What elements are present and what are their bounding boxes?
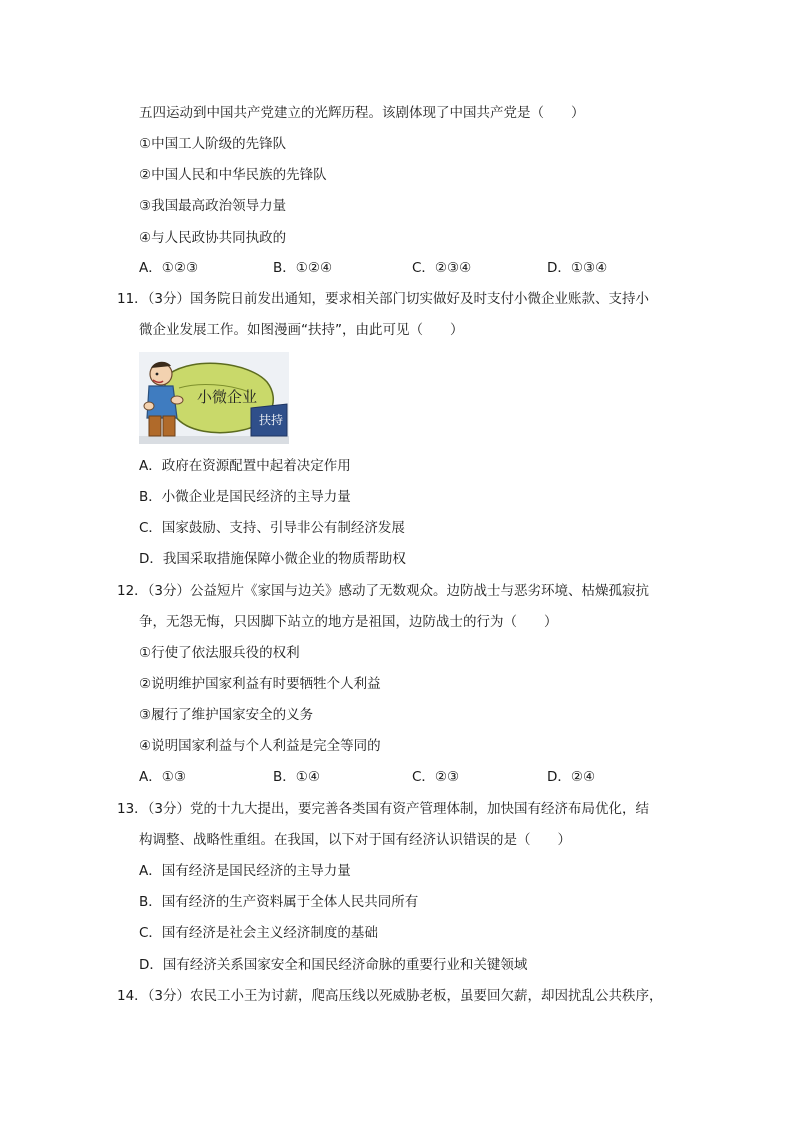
q10-statement-1: ①中国工人阶级的先锋队: [139, 136, 287, 152]
q12-stem-line-2: 争，无怨无悔，只因脚下站立的地方是祖国，边防战士的行为（ ）: [139, 614, 558, 630]
q10-option-d[interactable]: D．①③④: [547, 260, 608, 276]
q10-option-c[interactable]: C．②③④: [412, 260, 472, 276]
q11-option-c[interactable]: C．国家鼓励、支持、引导非公有制经济发展: [139, 520, 405, 536]
q11-stem-line-1: 11．（3分）国务院日前发出通知，要求相关部门切实做好及时支付小微企业账款、支持小: [117, 291, 650, 307]
q13-option-d[interactable]: D．国有经济关系国家安全和国民经济命脉的重要行业和关键领域: [139, 957, 528, 973]
q10-option-a[interactable]: A．①②③: [139, 260, 199, 276]
q13-option-a[interactable]: A．国有经济是国民经济的主导力量: [139, 863, 351, 879]
q11-stem-line-2: 微企业发展工作。如图漫画“扶持”，由此可见（ ）: [139, 322, 464, 338]
q12-statement-4: ④说明国家利益与个人利益是完全等同的: [139, 738, 381, 754]
q14-stem-line-1: 14．（3分）农民工小王为讨薪，爬高压线以死威胁老板，虽要回欠薪，却因扰乱公共秩序，: [117, 988, 663, 1004]
q10-statement-2: ②中国人民和中华民族的先锋队: [139, 167, 327, 183]
q10-statement-3: ③我国最高政治领导力量: [139, 198, 287, 214]
q11-option-d[interactable]: D．我国采取措施保障小微企业的物质帮助权: [139, 551, 406, 567]
q13-option-c[interactable]: C．国有经济是社会主义经济制度的基础: [139, 925, 378, 941]
q12-option-a[interactable]: A．①③: [139, 769, 186, 785]
q10-option-b[interactable]: B．①②④: [273, 260, 333, 276]
q11-option-a[interactable]: A．政府在资源配置中起着决定作用: [139, 458, 351, 474]
q12-statement-2: ②说明维护国家利益有时要牺牲个人利益: [139, 676, 381, 692]
q13-option-b[interactable]: B．国有经济的生产资料属于全体人民共同所有: [139, 894, 419, 910]
q11-option-b[interactable]: B．小微企业是国民经济的主导力量: [139, 489, 351, 505]
cartoon-illustration: [139, 352, 289, 444]
q12-option-b[interactable]: B．①④: [273, 769, 320, 785]
cartoon-sign-label: 扶持: [259, 413, 284, 427]
q12-statement-1: ①行使了依法服兵役的权利: [139, 645, 300, 661]
q12-option-c[interactable]: C．②③: [412, 769, 460, 785]
q12-stem-line-1: 12．（3分）公益短片《家国与边关》感动了无数观众。边防战士与恶劣环境、枯燥孤寂抗: [117, 583, 650, 599]
q13-stem-line-2: 构调整、战略性重组。在我国，以下对于国有经济认识错误的是（ ）: [139, 832, 571, 848]
cartoon-bag-label: 小微企业: [197, 388, 258, 406]
q10-statement-4: ④与人民政协共同执政的: [139, 230, 287, 246]
q10-stem-continuation: 五四运动到中国共产党建立的光辉历程。该剧体现了中国共产党是（ ）: [139, 105, 585, 121]
q12-statement-3: ③履行了维护国家安全的义务: [139, 707, 314, 723]
q12-option-d[interactable]: D．②④: [547, 769, 596, 785]
q11-cartoon-image: [139, 352, 289, 444]
q13-stem-line-1: 13．（3分）党的十九大提出，要完善各类国有资产管理体制，加快国有经济布局优化，结: [117, 801, 650, 817]
